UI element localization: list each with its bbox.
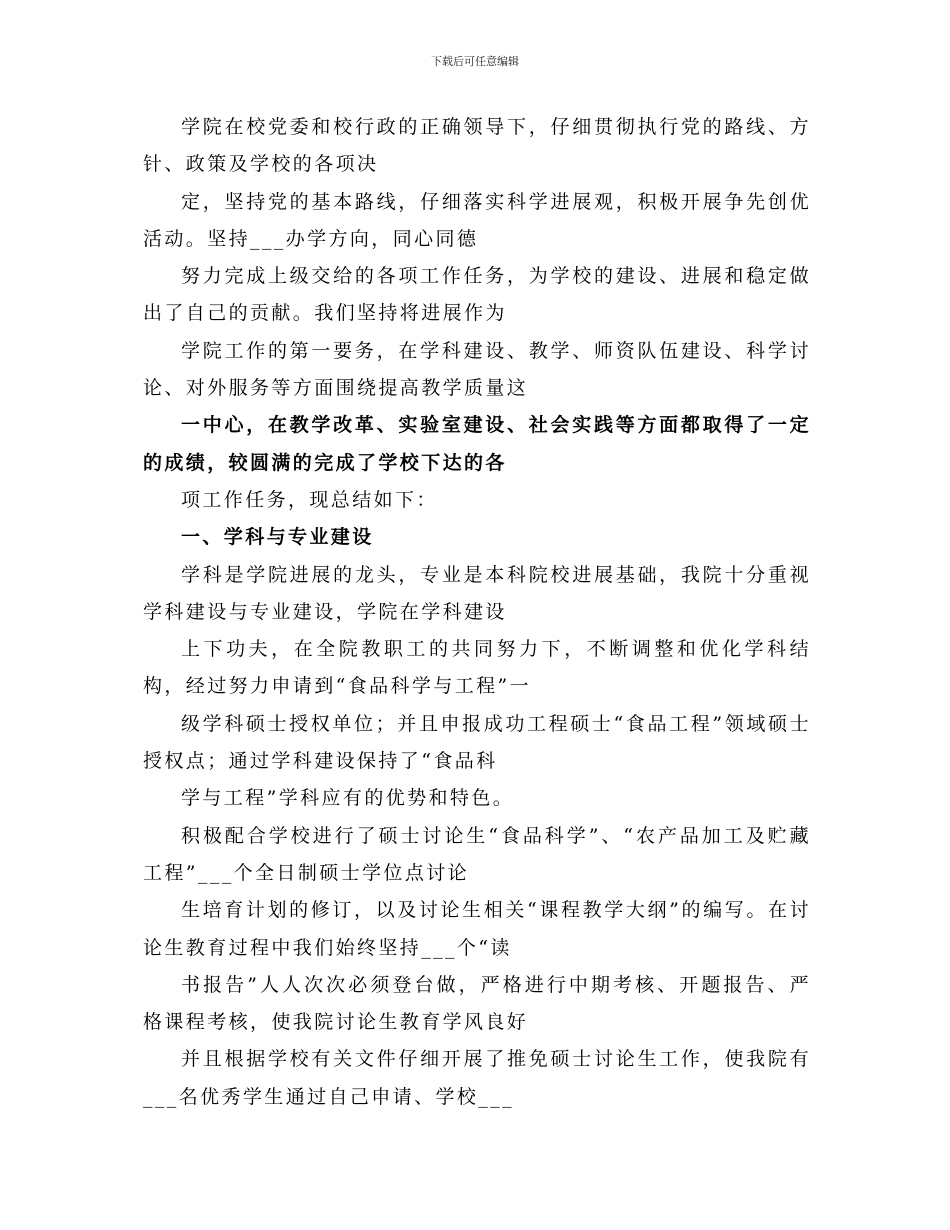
paragraph: 书报告”人人次次必须登台做，严格进行中期考核、开题报告、严格课程考核，使我院讨论生教育学风良好 bbox=[143, 973, 811, 1034]
paragraph: 学科是学院进展的龙头，专业是本科院校进展基础，我院十分重视学科建设与专业建设，学院在学科建设 bbox=[143, 563, 811, 623]
paragraph: 上下功夫，在全院教职工的共同努力下，不断调整和优化学科结构，经过努力申请到“食品科学与工程”一 bbox=[143, 638, 811, 698]
header-note: 下载后可任意编辑 bbox=[431, 55, 519, 68]
paragraph: 积极配合学校进行了硕士讨论生“食品科学”、“农产品加工及贮藏工程”___个全日制硕士学位点讨论 bbox=[143, 824, 811, 884]
paragraph: 学与工程”学科应有的优势和特色。 bbox=[181, 787, 515, 810]
paragraph: 学院工作的第一要务，在学科建设、教学、师资队伍建设、科学讨论、对外服务等方面围绕提高教学质量这 bbox=[143, 339, 811, 400]
paragraph: 项工作任务，现总结如下： bbox=[181, 488, 438, 511]
paragraph: 学院在校党委和校行政的正确领导下，仔细贯彻执行党的路线、方针、政策及学校的各项决 bbox=[143, 116, 811, 176]
paragraph: 生培育计划的修订，以及讨论生相关“课程教学大纲”的编写。在讨论生教育过程中我们始终坚持___个“读 bbox=[143, 899, 811, 959]
document-body bbox=[143, 109, 811, 1116]
paragraph: 努力完成上级交给的各项工作任务，为学校的建设、进展和稳定做出了自己的贡献。我们坚持将进展作为 bbox=[143, 265, 811, 325]
paragraph: 级学科硕士授权单位；并且申报成功工程硕士“食品工程”领域硕士授权点；通过学科建设保持了“食品科 bbox=[143, 712, 811, 773]
paragraph: 定，坚持党的基本路线，仔细落实科学进展观，积极开展争先创优活动。坚持___办学方向，同心同德 bbox=[143, 190, 811, 250]
paragraph: 并且根据学校有关文件仔细开展了推免硕士讨论生工作，使我院有___名优秀学生通过自己申请、学校___ bbox=[143, 1048, 811, 1108]
section-heading: 一、学科与专业建设 bbox=[181, 526, 374, 549]
paragraph: 一中心，在教学改革、实验室建设、社会实践等方面都取得了一定的成绩，较圆满的完成了学校下达的各 bbox=[143, 414, 811, 474]
